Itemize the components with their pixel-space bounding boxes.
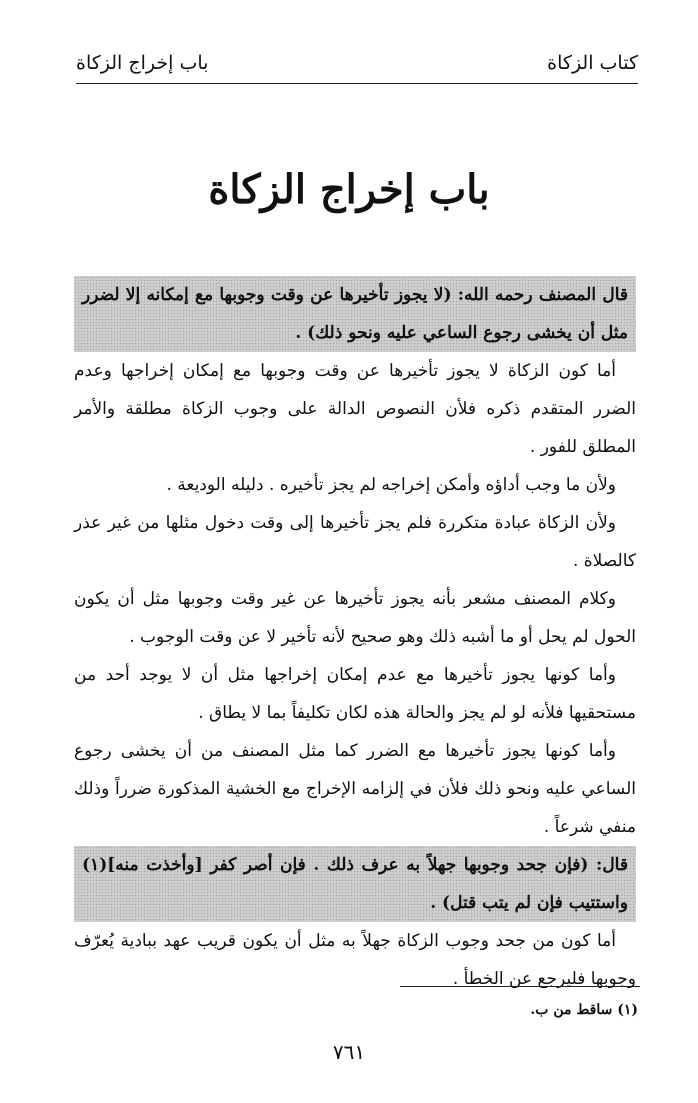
paragraph: وأما كونها يجوز تأخيرها مع الضرر كما مثل المصنف من أن يخشى رجوع الساعي عليه ونحو ذلك فلأن في إلزامه الإخراج مع الخشية المذكورة ضرراً وذلك منفي شرعاً .: [74, 741, 636, 837]
running-head: [76, 44, 638, 82]
running-head-book-title: كتاب الزكاة: [547, 52, 638, 74]
paragraph: أما كون الزكاة لا يجوز تأخيرها عن وقت وجوبها مع إمكان إخراجها وعدم الضرر المتقدم ذكره فلأن النصوص الدالة على وجوب الزكاة مطلقة والأمر المطلق للفور .: [74, 361, 636, 457]
footnote-rule: [400, 986, 640, 987]
chapter-title: باب إخراج الزكاة: [208, 166, 490, 213]
paragraph: ولأن ما وجب أداؤه وأمكن إخراجه لم يجز تأخيره . دليله الوديعة .: [166, 475, 616, 495]
paragraph: وكلام المصنف مشعر بأنه يجوز تأخيرها عن غير وقت وجوبها مثل أن يكون الحول لم يحل أو ما أشبه ذلك وهو صحيح لأنه تأخير لا عن وقت الوجوب .: [74, 589, 636, 647]
body-text: [74, 276, 636, 998]
page-number: ٧٦١: [332, 1040, 366, 1064]
paragraph: أما كون من جحد وجوب الزكاة جهلاً به مثل أن يكون قريب عهد ببادية يُعرّف وجوبها فليرجع عن الخطأ .: [74, 931, 636, 989]
header-rule: [76, 83, 638, 84]
footnote: (١) ساقط من ب.: [530, 1002, 638, 1018]
paragraph: وأما كونها يجوز تأخيرها مع عدم إمكان إخراجها مثل أن لا يوجد أحد من مستحقيها فلأنه لو لم يجز والحالة هذه لكان تكليفاً بما لا يطاق .: [74, 665, 636, 723]
quoted-matn-2: قال: (فإن جحد وجوبها جهلاً به عرف ذلك . فإن أصر كفر [وأخذت منه](١) واستتيب فإن لم يتب قتل) .: [74, 846, 636, 922]
paragraph: ولأن الزكاة عبادة متكررة فلم يجز تأخيرها إلى وقت دخول مثلها من غير عذر كالصلاة .: [74, 513, 636, 571]
running-head-chapter-title: باب إخراج الزكاة: [76, 52, 209, 74]
quoted-matn-1: قال المصنف رحمه الله: (لا يجوز تأخيرها عن وقت وجوبها مع إمكانه إلا لضرر مثل أن يخشى رجوع الساعي عليه ونحو ذلك) .: [74, 276, 636, 352]
